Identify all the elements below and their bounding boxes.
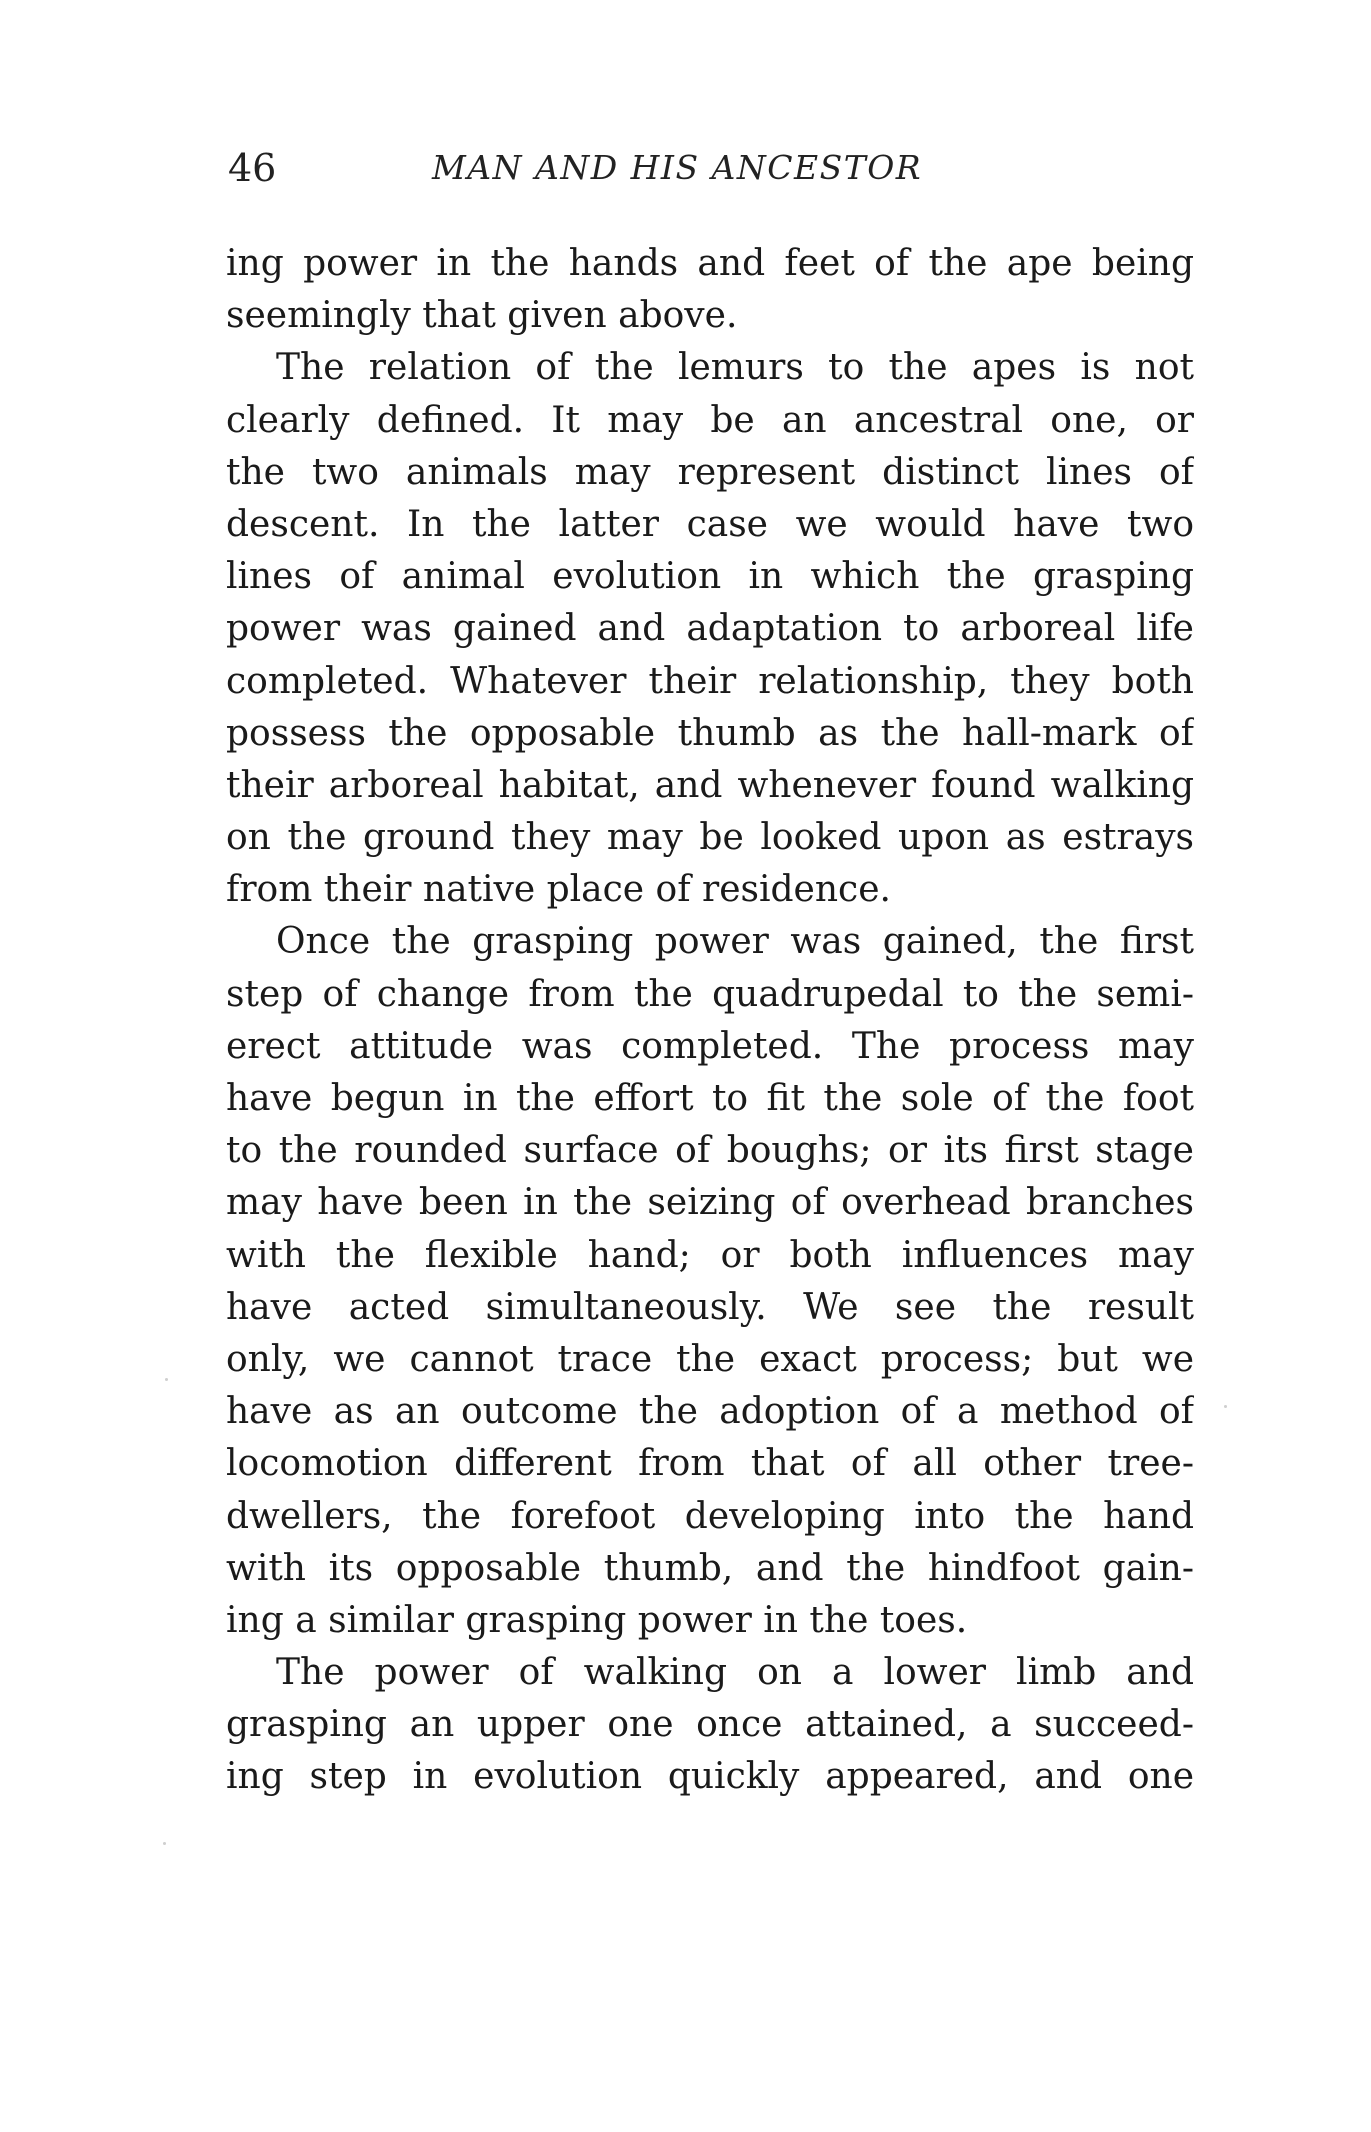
text-line: have acted simultaneously. We see the result xyxy=(226,1286,1194,1328)
text-line: ing step in evolution quickly appeared, and one xyxy=(226,1756,1194,1798)
text-line: on the ground they may be looked upon as estrays xyxy=(226,817,1194,859)
text-line: with the flexible hand; or both influences may xyxy=(226,1234,1194,1276)
text-line: completed. Whatever their relationship, they both xyxy=(226,660,1194,702)
text-line: ing power in the hands and feet of the ape being xyxy=(226,243,1194,284)
text-line: ing a similar grasping power in the toes. xyxy=(226,1599,968,1641)
text-line: locomotion different from that of all other tree- xyxy=(226,1443,1194,1485)
text-line: lines of animal evolution in which the grasping xyxy=(226,556,1194,598)
text-line: The power of walking on a lower limb and xyxy=(276,1652,1194,1694)
text-line: erect attitude was completed. The process may xyxy=(226,1025,1194,1067)
paper-speck xyxy=(163,1842,166,1845)
text-line: with its opposable thumb, and the hindfoot gain- xyxy=(226,1547,1194,1589)
text-line: seemingly that given above. xyxy=(226,295,738,337)
text-line: have begun in the effort to fit the sole of the foot xyxy=(226,1078,1194,1119)
text-line: grasping an upper one once attained, a succeed- xyxy=(226,1704,1194,1746)
text-line: Once the grasping power was gained, the first xyxy=(276,921,1194,963)
text-line: dwellers, the forefoot developing into the hand xyxy=(226,1495,1194,1537)
text-line: clearly defined. It may be an ancestral one, or xyxy=(226,399,1194,441)
text-line: have as an outcome the adoption of a method of xyxy=(226,1391,1194,1433)
text-line: descent. In the latter case we would have two xyxy=(226,503,1194,545)
text-line: their arboreal habitat, and whenever found walking xyxy=(226,764,1194,806)
text-line: The relation of the lemurs to the apes is not xyxy=(276,347,1194,389)
text-line: step of change from the quadrupedal to the semi- xyxy=(226,973,1194,1015)
page-number: 46 xyxy=(228,146,277,190)
text-line: possess the opposable thumb as the hall-mark of xyxy=(226,712,1194,754)
text-line: only, we cannot trace the exact process; but we xyxy=(226,1338,1194,1380)
text-line: to the rounded surface of boughs; or its first stage xyxy=(226,1130,1194,1172)
text-line: from their native place of residence. xyxy=(226,869,891,911)
running-head xyxy=(228,143,1188,193)
text-line: may have been in the seizing of overhead branches xyxy=(226,1182,1194,1224)
paper-speck xyxy=(165,1378,168,1381)
running-title: MAN AND HIS ANCESTOR xyxy=(432,148,923,187)
text-line: the two animals may represent distinct lines of xyxy=(226,451,1194,493)
paper-speck xyxy=(1224,1405,1227,1408)
body-text xyxy=(226,238,1194,1804)
text-line: power was gained and adaptation to arboreal life xyxy=(226,608,1194,650)
